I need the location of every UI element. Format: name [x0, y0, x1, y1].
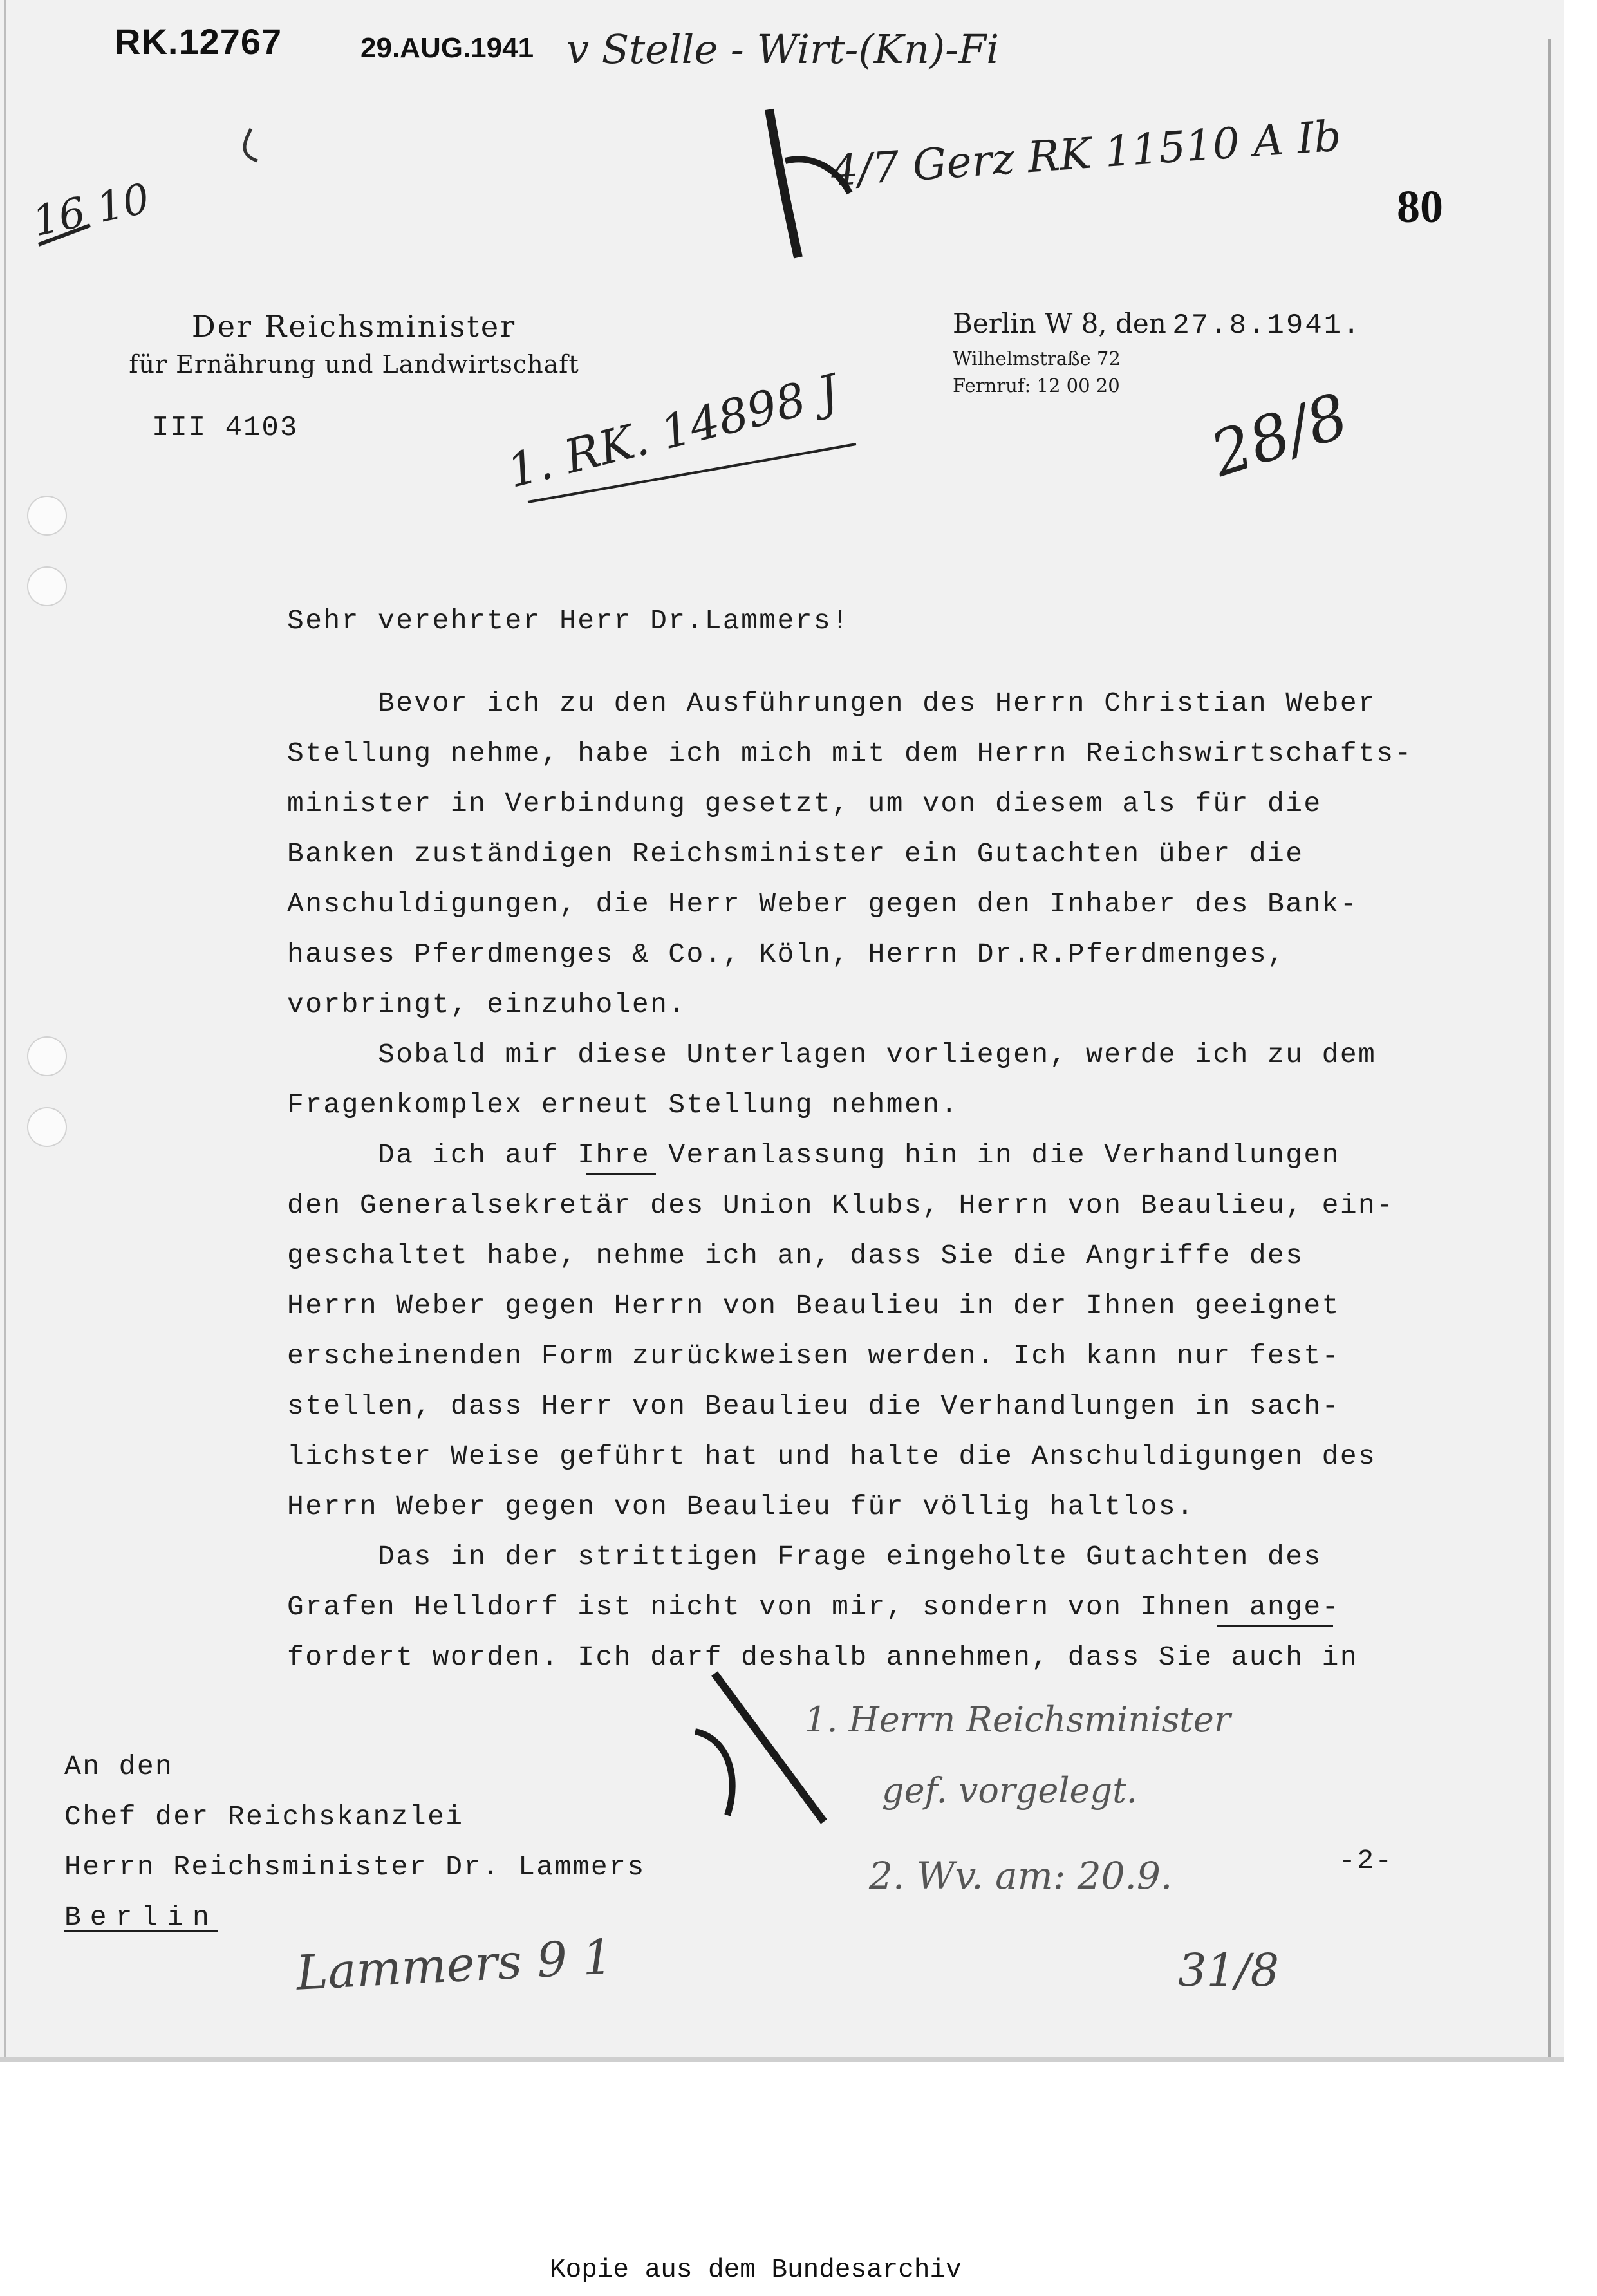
- letter-date: 27.8.1941.: [1172, 310, 1362, 342]
- recipient-line-1: An den: [64, 1751, 174, 1782]
- letter-line: Herrn Weber gegen Herrn von Beaulieu in der Ihnen geeignet: [287, 1290, 1340, 1321]
- letterhead: [103, 309, 605, 378]
- letter-line: hauses Pferdmenges & Co., Köln, Herrn Dr.R.Pferdmenges,: [287, 938, 1286, 970]
- registry-underline: [528, 444, 856, 502]
- handwritten-routing: v Stelle - Wirt-(Kn)-Fi: [566, 26, 999, 73]
- place-date: [953, 308, 1361, 342]
- pen-stroke-top: [769, 109, 798, 257]
- pen-stroke-small: [245, 129, 257, 161]
- reference-number: III 4103: [152, 412, 299, 444]
- folio-number: 80: [1397, 181, 1443, 232]
- handwritten-note-line3: 2. Wv. am: 20.9.: [869, 1854, 1173, 1898]
- letter-line: Herrn Weber gegen von Beaulieu für völlig haltlos.: [287, 1491, 1195, 1522]
- letter-line: Anschuldigungen, die Herr Weber gegen den Inhaber des Bank-: [287, 888, 1359, 920]
- recipient-line-3: Herrn Reichsminister Dr. Lammers: [64, 1851, 646, 1883]
- handwritten-signature: Lammers 9 1: [295, 1929, 614, 2001]
- letter-line: den Generalsekretär des Union Klubs, Herrn von Beaulieu, ein-: [287, 1190, 1395, 1221]
- handwritten-note-line2: gef. vorgelegt.: [882, 1770, 1137, 1811]
- archive-footer: Kopie aus dem Bundesarchiv: [550, 2255, 962, 2285]
- letter-line: Grafen Helldorf ist nicht von mir, sondern von Ihnen ange-: [287, 1591, 1340, 1623]
- underline-ihnen: [1217, 1625, 1333, 1627]
- underline-ihre: [586, 1173, 656, 1175]
- letter-line: Stellung nehme, habe ich mich mit dem Herrn Reichswirtschafts-: [287, 738, 1413, 769]
- recipient-line-2: Chef der Reichskanzlei: [64, 1801, 464, 1833]
- letter-line: lichster Weise geführt hat und halte die Anschuldigungen des: [287, 1441, 1377, 1472]
- letter-line: geschaltet habe, nehme ich an, dass Sie die Angriffe des: [287, 1240, 1304, 1271]
- letter-line: Das in der strittigen Frage eingeholte Gutachten des: [287, 1541, 1322, 1573]
- pen-stroke-top-2: [785, 159, 850, 193]
- receipt-stamp-number: RK.12767: [115, 21, 283, 62]
- handwritten-initials-date: 28/8: [1202, 379, 1357, 491]
- letter-line: Banken zuständigen Reichsminister ein Gutachten über die: [287, 838, 1304, 870]
- pen-stroke-margin: [39, 225, 90, 245]
- place-prefix: Berlin W 8, den: [953, 308, 1166, 339]
- phone-number: Fernruf: 12 00 20: [953, 375, 1120, 397]
- pen-stroke-mark: [695, 1731, 733, 1815]
- letter-line: Sobald mir diese Unterlagen vorliegen, werde ich zu dem: [287, 1039, 1377, 1070]
- letter-line: vorbringt, einzuholen.: [287, 989, 687, 1020]
- handwritten-note-line1: 1. Herrn Reichsminister: [805, 1699, 1231, 1740]
- letter-line: stellen, dass Herr von Beaulieu die Verhandlungen in sach-: [287, 1390, 1340, 1422]
- salutation: Sehr verehrter Herr Dr.Lammers!: [287, 605, 850, 637]
- handwritten-registry-number: 1. RK. 14898 J: [501, 364, 844, 498]
- letter-line: fordert worden. Ich darf deshalb annehmen, dass Sie auch in: [287, 1641, 1359, 1673]
- letterhead-title: Der Reichsminister: [191, 309, 517, 344]
- letter-line: Fragenkomplex erneut Stellung nehmen.: [287, 1089, 959, 1121]
- letter-line: Bevor ich zu den Ausführungen des Herrn Christian Weber: [287, 687, 1377, 719]
- letterhead-subtitle: für Ernährung und Landwirtschaft: [129, 350, 579, 378]
- handwritten-initials-bottom: 31/8: [1178, 1944, 1280, 1997]
- letter-line: minister in Verbindung gesetzt, um von diesem als für die: [287, 788, 1322, 819]
- handwritten-margin-note: 16 10: [28, 174, 154, 247]
- letter-line: Da ich auf Ihre Veranlassung hin in die Verhandlungen: [287, 1139, 1340, 1171]
- letter-line: erscheinenden Form zurückweisen werden. Ich kann nur fest-: [287, 1340, 1340, 1372]
- page-continuation-mark: -2-: [1339, 1845, 1394, 1876]
- handwritten-file-reference: 4/7 Gerz RK 11510 A Ib: [829, 111, 1343, 196]
- street-address: Wilhelmstraße 72: [953, 348, 1121, 369]
- recipient-city: Berlin: [64, 1901, 218, 1933]
- receipt-stamp-date: 29.AUG.1941: [360, 32, 534, 64]
